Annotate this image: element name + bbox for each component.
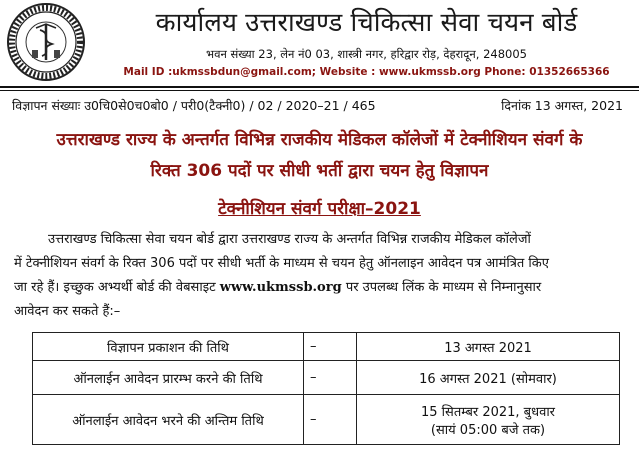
website-label: ; Website : [311,66,376,78]
separator-cell: – [304,395,357,445]
reference-line [12,97,627,115]
body-paragraph [14,228,628,324]
phone-number: 01352665366 [529,66,610,78]
separator-cell: – [304,361,357,395]
website-inline-link[interactable]: www.ukmssb.org [219,280,342,295]
table-row [33,333,620,361]
paragraph-line-4: आवेदन कर सकते हैं:– [14,304,121,319]
headline-line-1: उत्तराखण्ड राज्य के अन्तर्गत विभिन्न राजकीय मेडिकल कॉलेजों में टेक्नीशियन संवर्ग के [56,130,583,150]
table-row [33,361,620,395]
date-cell [357,395,620,445]
headline-line-2: रिक्त 306 पदों पर सीधी भर्ती द्वारा चयन हेतु विज्ञापन [150,161,489,181]
org-contact [94,65,639,80]
header-divider [0,86,639,88]
paragraph-line-3 [14,276,628,300]
event-cell: ऑनलाईन आवेदन प्रारम्भ करने की तिथि [33,361,304,395]
org-title: कार्यालय उत्तराखण्ड चिकित्सा सेवा चयन बोर्ड [155,8,578,38]
phone-label: Phone: [484,66,526,78]
date-cell: 13 अगस्त 2021 [357,333,620,361]
paragraph-line-3-start: जा रहे हैं। इच्छुक अभ्यर्थी बोर्ड की वेबसाइट [14,280,216,295]
separator-cell: – [304,333,357,361]
header-divider-thin [0,90,639,91]
event-cell: विज्ञापन प्रकाशन की तिथि [33,333,304,361]
paragraph-line-3-end: पर उपलब्ध लिंक के माध्यम से निम्नानुसार [345,280,542,295]
website-link[interactable]: www.ukmssb.org [378,66,481,78]
table-row [33,395,620,445]
paragraph-line-2: में टेक्नीशियन संवर्ग के रिक्त 306 पदों पर सीधी भर्ती के माध्यम से चयन हेतु ऑनलाइन आवेदन पत्र आमंत्रित किए [14,256,549,271]
important-dates-table [32,332,620,445]
org-address: भवन संख्या 23, लेन नं0 03, शास्त्री नगर, हरिद्वार रोड़, देहरादून, 248005 [205,47,527,61]
mail-label: Mail ID : [123,66,173,78]
advertisement-date: दिनांक 13 अगस्त, 2021 [501,98,623,113]
date-cell: 16 अगस्त 2021 (सोमवार) [357,361,620,395]
advertisement-number: विज्ञापन संख्याः उ0चि0से0च0बो0 / परी0(टैक्नी0) / 02 / 2020–21 / 465 [12,98,376,113]
board-emblem-icon [6,2,86,82]
deadline-time: (सायं 05:00 बजे तक) [430,422,546,438]
paragraph-line-1: उत्तराखण्ड चिकित्सा सेवा चयन बोर्ड द्वारा उत्तराखण्ड राज्य के अन्तर्गत विभिन्न राजकीय मेडिकल कॉलेजों [48,232,531,247]
mail-link[interactable]: ukmssbdun@gmail.com [172,66,312,78]
event-cell: ऑनलाईन आवेदन भरने की अन्तिम तिथि [33,395,304,445]
letterhead [0,0,639,92]
exam-title: टेक्नीशियन संवर्ग परीक्षा–2021 [218,199,421,219]
deadline-date: 15 सितम्बर 2021, बुधवार [420,404,555,420]
